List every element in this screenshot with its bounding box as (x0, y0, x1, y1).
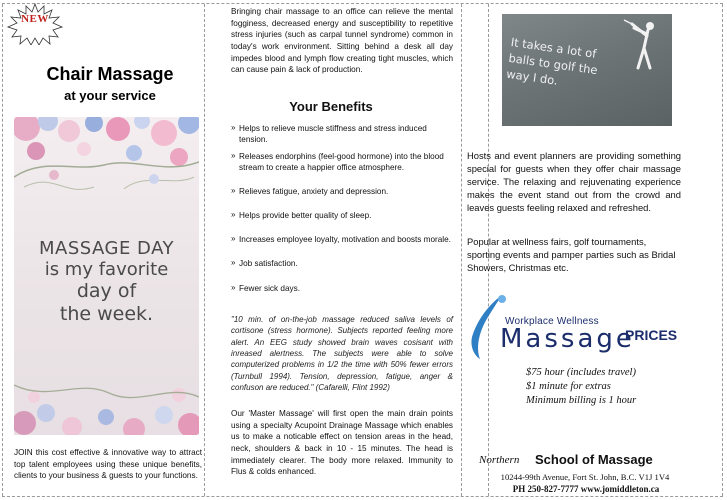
school-title: School of Massage (535, 452, 653, 467)
art-quote-line-2: is my favorite (44, 259, 169, 281)
benefit-text: Relieves fatigue, anxiety and depression. (239, 187, 389, 197)
bullet-marker: » (231, 234, 236, 244)
prices-heading: PRICES (625, 327, 678, 343)
benefit-text: Fewer sick days. (239, 283, 300, 293)
price-item: Minimum billing is 1 hour (526, 394, 637, 406)
benefit-item (231, 283, 453, 294)
golf-quote-text: It takes a lot of balls to golf the way I do. (505, 34, 599, 88)
benefit-text: Helps to relieve muscle stiffness and stress induced tension. (239, 124, 427, 145)
benefits-list (231, 123, 453, 294)
benefit-item (231, 234, 453, 245)
golfer-silhouette-icon (620, 18, 668, 76)
research-quote: "10 min. of on-the-job massage reduced saliva levels of cortisone (stress hormone). Subjects reported feeling more alert. An EEG study showed brain waves cosisant with inreased alertness. The subjects were able to solve computerized problems in 1/2 the time with 50% fewer errors (Turnbull 1994). Tension, depression, fatigue, anger & confuson are reduced." (Cafarelli, Flint 1992) (231, 315, 453, 393)
bullet-marker: » (231, 282, 236, 292)
benefit-text: Helps provide better quality of sleep. (239, 211, 372, 221)
benefit-item (231, 258, 453, 269)
popular-paragraph: Popular at wellness fairs, golf tournaments, sporting events and pamper parties such as Bridal Showers, Christmas etc. (467, 236, 676, 273)
bottom-trim-line (2, 496, 723, 497)
price-list (526, 366, 636, 408)
benefit-text: Increases employee loyalty, motivation and boosts morale. (239, 235, 451, 245)
price-item: $1 minute for extras (526, 380, 611, 392)
top-trim-line (2, 3, 723, 4)
fold-line-2 (461, 4, 462, 496)
school-prefix: Northern (479, 454, 520, 466)
art-quote (14, 238, 199, 325)
fold-line-right (722, 4, 723, 496)
floral-quote-image (14, 117, 199, 435)
new-badge: NEW (21, 13, 49, 25)
join-paragraph: JOIN this cost effective & innovative way to attract top talent employees using these unique benefits, clients to your business & guests to your functions. (14, 448, 202, 481)
golf-quote-image (502, 14, 672, 126)
bullet-marker: » (231, 186, 236, 196)
fold-line-left (2, 4, 3, 496)
art-quote-line-3: day of (76, 280, 137, 303)
benefit-item (231, 123, 453, 145)
benefit-text: Job satisfaction. (239, 259, 298, 269)
brochure-subtitle: at your service (64, 88, 156, 103)
hosts-paragraph: Hosts and event planners are providing something special for guests when they offer chair massage service. The relaxing and rejuvenating experience makes the event stand out from the crowd and leaves guests feeling relaxed and refreshed. (467, 150, 681, 213)
bullet-marker: » (231, 151, 236, 161)
bullet-marker: » (231, 123, 236, 132)
intro-paragraph: Bringing chair massage to an office can relieve the mental fogginess, decreased energy and susceptibility to repetitive stress injuries (such as carpal tunnel syndrome) common in today's work environment. Sitting behind a desk all day impedes blood and lymph flow creating tight muscles, which can cause pain & lack of production. (231, 7, 453, 75)
price-item: $75 hour (includes travel) (526, 367, 636, 378)
benefit-text: Releases endorphins (feel-good hormone) into the blood stream to create a happier office atmosphere. (239, 152, 444, 173)
bullet-marker: » (231, 210, 236, 220)
school-address: 10244-99th Avenue, Fort St. John, B.C. V1J 1V4 (500, 472, 670, 482)
art-quote-line-1: MASSAGE DAY (38, 238, 175, 259)
benefit-item (231, 210, 453, 221)
brochure-title: Chair Massage (46, 64, 174, 84)
art-quote-line-4: the week. (59, 302, 154, 325)
bullet-marker: » (231, 258, 236, 268)
benefit-item (231, 186, 453, 197)
benefits-heading: Your Benefits (289, 99, 373, 114)
logo-wordmark: Massage (500, 324, 635, 354)
benefit-item (231, 151, 453, 173)
school-name (479, 452, 685, 468)
school-phone-website: PH 250-827-7777 www.jomiddleton.ca (512, 484, 660, 494)
logo-tagline: Workplace Wellness (505, 316, 599, 327)
master-massage-paragraph: Our 'Master Massage' will first open the main drain points using a specialty Acupoint Drainage Massage which enables us to make a noticable effect on tension areas in the head, neck, shoulders & back in 10 - 15 minutes. The head is immediately clearer. The body more relaxed. Immunity to Flus & colds enhanced. (231, 409, 453, 477)
